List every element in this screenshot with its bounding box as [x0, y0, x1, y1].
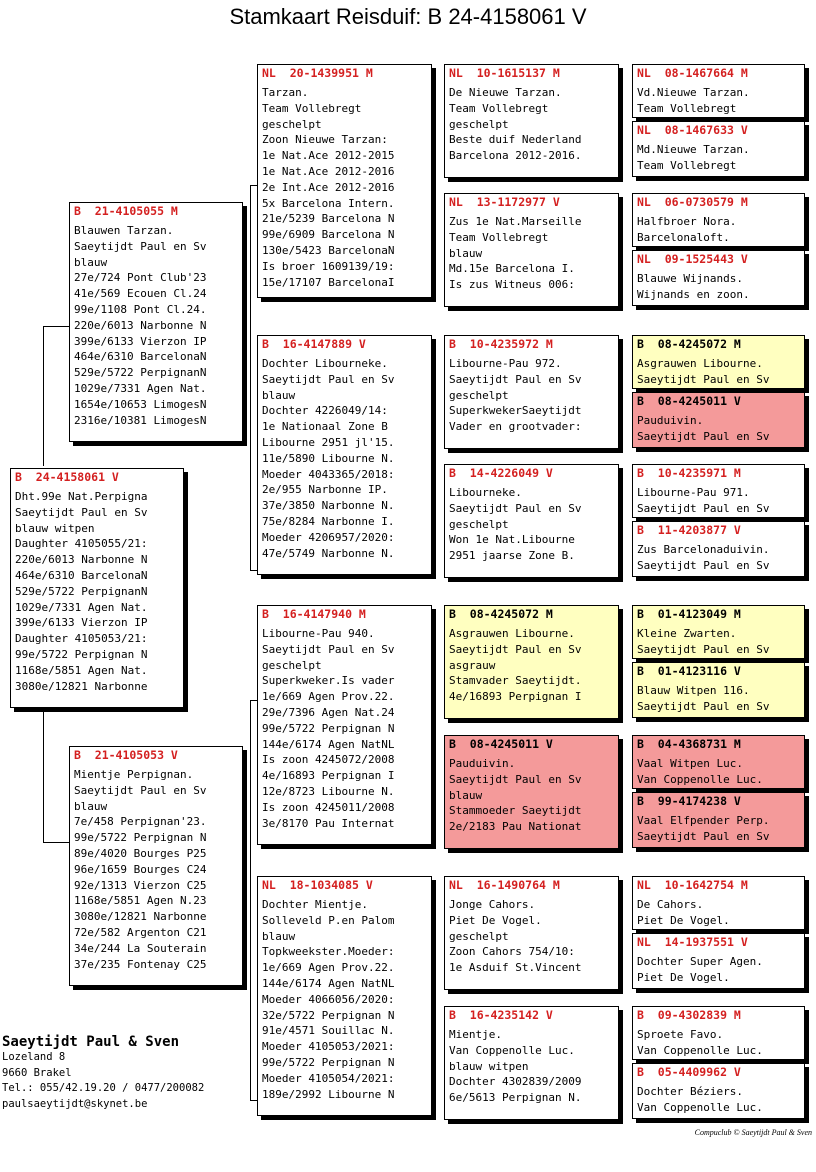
- ring-number: NL 10-1642754 M: [637, 878, 748, 892]
- pedigree-card-gp2: [257, 335, 432, 575]
- pedigree-line: Blauwen Tarzan.: [74, 224, 174, 237]
- pedigree-line: Saeytijdt Paul en Sv: [449, 642, 582, 656]
- pedigree-line: Saeytijdt Paul en Sv: [449, 501, 582, 515]
- pedigree-line: 529e/5722 PerpignanN: [74, 366, 207, 380]
- pedigree-line: 1e/669 Agen Prov.22.: [262, 961, 395, 975]
- pedigree-line: blauw: [74, 255, 108, 269]
- pedigree-line: Vaal Elfpender Perp.: [637, 814, 770, 827]
- pedigree-card-ggp7: [444, 876, 619, 990]
- pedigree-line: SuperkwekerSaeytijdt: [449, 404, 582, 418]
- connector: [250, 570, 257, 571]
- ring-number: NL 09-1525443 V: [637, 252, 748, 266]
- footer-credit: Compuclub © Saeytijdt Paul & Sven: [694, 1128, 812, 1137]
- pedigree-line: Dochter Mientje.: [262, 898, 368, 911]
- ring-number: B 10-4235971 M: [637, 466, 741, 480]
- pedigree-card-g4-7: [632, 464, 805, 518]
- pedigree-line: Saeytijdt Paul en Sv: [74, 783, 207, 797]
- pedigree-line: Van Coppenolle Luc.: [449, 1043, 575, 1057]
- pedigree-line: De Nieuwe Tarzan.: [449, 86, 562, 99]
- pedigree-card-gp3: [257, 605, 432, 845]
- pedigree-line: 2e/955 Narbonne IP.: [262, 483, 388, 497]
- ring-number: B 01-4123049 M: [637, 607, 741, 621]
- pedigree-line: Piet De Vogel.: [637, 970, 730, 984]
- pedigree-line: 72e/582 Argenton C21: [74, 925, 207, 939]
- pedigree-line: 3e/8170 Pau Internat: [262, 816, 395, 830]
- pedigree-line: Topkweekster.Moeder:: [262, 945, 395, 959]
- pedigree-line: 3080e/12821 Narbonne: [15, 679, 148, 693]
- pedigree-line: 75e/8284 Narbonne I.: [262, 514, 395, 528]
- ring-number: NL 20-1439951 M: [262, 66, 373, 80]
- ring-number: NL 16-1490764 M: [449, 878, 560, 892]
- pedigree-line: blauw: [449, 788, 483, 802]
- pedigree-line: geschelpt: [449, 929, 509, 943]
- pedigree-line: Moeder 4066056/2020:: [262, 992, 395, 1006]
- pedigree-line: Saeytijdt Paul en Sv: [262, 372, 395, 386]
- pedigree-line: 5x Barcelona Intern.: [262, 196, 395, 210]
- ring-number: NL 18-1034085 V: [262, 878, 373, 892]
- pedigree-line: geschelpt: [262, 117, 322, 131]
- pedigree-card-ggp4: [444, 464, 619, 578]
- pedigree-card-g4-15: [632, 1006, 805, 1060]
- pedigree-line: blauw: [262, 388, 296, 402]
- pedigree-card-ggp5: [444, 605, 619, 719]
- connector: [43, 712, 44, 842]
- pedigree-line: Daughter 4105053/21:: [15, 632, 148, 646]
- pedigree-line: Is zoon 4245072/2008: [262, 753, 395, 767]
- pedigree-line: Moeder 4206957/2020:: [262, 530, 395, 544]
- ring-number: NL 06-0730579 M: [637, 195, 748, 209]
- pedigree-card-g4-10: [632, 662, 805, 718]
- pedigree-card-mother: [69, 746, 243, 986]
- owner-email-line[interactable]: paulsaeytijdt@skynet.be: [2, 1097, 148, 1110]
- pedigree-line: Asgrauwen Libourne.: [449, 627, 575, 640]
- pedigree-line: blauw: [74, 799, 108, 813]
- pedigree-card-g4-1: [632, 64, 805, 118]
- pedigree-line: 99e/5722 Perpignan N: [262, 721, 395, 735]
- ring-number: B 16-4147940 M: [262, 607, 366, 621]
- pedigree-card-g4-8: [632, 521, 805, 577]
- pedigree-line: Is zus Witneus 006:: [449, 278, 575, 292]
- pedigree-line: Beste duif Nederland: [449, 133, 582, 147]
- pedigree-line: 1e Asduif St.Vincent: [449, 961, 582, 975]
- pedigree-card-g4-14: [632, 933, 805, 989]
- pedigree-line: Saeytijdt Paul en Sv: [449, 772, 582, 786]
- pedigree-line: 1e Nat.Ace 2012-2015: [262, 149, 395, 163]
- pedigree-line: Pauduivin.: [637, 414, 704, 427]
- pedigree-line: 1e Nat.Ace 2012-2016: [262, 164, 395, 178]
- pedigree-line: Zoon Cahors 754/10:: [449, 945, 575, 959]
- pedigree-line: 1e/669 Agen Prov.22.: [262, 690, 395, 704]
- pedigree-line: Zus 1e Nat.Marseille: [449, 215, 582, 228]
- pedigree-card-g4-16: [632, 1063, 805, 1119]
- pedigree-card-g4-6: [632, 392, 805, 448]
- pedigree-line: 2951 jaarse Zone B.: [449, 549, 575, 563]
- pedigree-line: Wijnands en zoon.: [637, 287, 750, 301]
- page-title: Stamkaart Reisduif: B 24-4158061 V: [229, 4, 587, 29]
- pedigree-line: 464e/6310 BarcelonaN: [15, 568, 148, 582]
- pedigree-card-g4-5: [632, 335, 805, 389]
- pedigree-line: 144e/6174 Agen NatNL: [262, 976, 395, 990]
- connector: [250, 700, 257, 701]
- pedigree-line: Libourne 2951 jl'15.: [262, 435, 395, 449]
- pedigree-line: 15e/17107 BarcelonaI: [262, 275, 395, 289]
- pedigree-line: Md.Nieuwe Tarzan.: [637, 143, 750, 156]
- pedigree-line: Libourne-Pau 972.: [449, 357, 562, 370]
- pedigree-line: Piet De Vogel.: [449, 913, 542, 927]
- pedigree-line: Kleine Zwarten.: [637, 627, 737, 640]
- ring-number: B 04-4368731 M: [637, 737, 741, 751]
- pedigree-line: Barcelona 2012-2016.: [449, 149, 582, 163]
- pedigree-line: 34e/244 La Souterain: [74, 941, 207, 955]
- pedigree-line: Mientje.: [449, 1028, 502, 1041]
- pedigree-line: Libourne-Pau 971.: [637, 486, 750, 499]
- connector: [43, 842, 71, 843]
- connector: [43, 326, 71, 327]
- pedigree-card-gp1: [257, 64, 432, 298]
- owner-city-line: 9660 Brakel: [2, 1066, 72, 1079]
- pedigree-line: 1654e/10653 LimogesN: [74, 397, 207, 411]
- ring-number: B 99-4174238 V: [637, 794, 741, 808]
- pedigree-line: Sproete Favo.: [637, 1028, 724, 1041]
- pedigree-line: Van Coppenolle Luc.: [637, 1100, 763, 1114]
- pedigree-line: blauw: [449, 246, 483, 260]
- pedigree-line: Saeytijdt Paul en Sv: [74, 239, 207, 253]
- pedigree-line: 91e/4571 Souillac N.: [262, 1024, 395, 1038]
- connector: [250, 700, 251, 1100]
- pedigree-line: Saeytijdt Paul en Sv: [637, 558, 770, 572]
- ring-number: B 01-4123116 V: [637, 664, 741, 678]
- pedigree-line: blauw: [262, 929, 296, 943]
- pedigree-line: 1029e/7331 Agen Nat.: [74, 381, 207, 395]
- pedigree-line: 37e/235 Fontenay C25: [74, 957, 207, 971]
- pedigree-line: 96e/1659 Bourges C24: [74, 862, 207, 876]
- pedigree-line: 99e/5722 Perpignan N: [74, 831, 207, 845]
- pedigree-line: 4e/16893 Perpignan I: [449, 690, 582, 704]
- ring-number: B 08-4245072 M: [449, 607, 553, 621]
- pedigree-card-g4-9: [632, 605, 805, 659]
- pedigree-line: Stamvader Saeytijdt.: [449, 674, 582, 688]
- pedigree-line: Team Vollebregt: [637, 101, 737, 115]
- pedigree-line: 99e/6909 Barcelona N: [262, 228, 395, 242]
- pedigree-line: Pauduivin.: [449, 757, 516, 770]
- pedigree-line: Dochter 4226049/14:: [262, 404, 388, 418]
- ring-number: NL 14-1937551 V: [637, 935, 748, 949]
- pedigree-card-ggp6: [444, 735, 619, 849]
- pedigree-line: Saeytijdt Paul en Sv: [637, 642, 770, 656]
- pedigree-line: Daughter 4105055/21:: [15, 537, 148, 551]
- ring-number: B 21-4105055 M: [74, 204, 178, 218]
- pedigree-line: Libourne-Pau 940.: [262, 627, 375, 640]
- pedigree-line: 6e/5613 Perpignan N.: [449, 1091, 582, 1105]
- pedigree-line: 220e/6013 Narbonne N: [15, 553, 148, 567]
- pedigree-line: Saeytijdt Paul en Sv: [637, 372, 770, 386]
- pedigree-line: 1029e/7331 Agen Nat.: [15, 600, 148, 614]
- ring-number: B 05-4409962 V: [637, 1065, 741, 1079]
- pedigree-line: Moeder 4105053/2021:: [262, 1040, 395, 1054]
- pedigree-line: geschelpt: [449, 388, 509, 402]
- pedigree-line: 144e/6174 Agen NatNL: [262, 737, 395, 751]
- ring-number: B 16-4235142 V: [449, 1008, 553, 1022]
- pedigree-line: Asgrauwen Libourne.: [637, 357, 763, 370]
- pedigree-line: Saeytijdt Paul en Sv: [637, 501, 770, 515]
- pedigree-card-ggp3: [444, 335, 619, 449]
- pedigree-line: 529e/5722 PerpignanN: [15, 584, 148, 598]
- pedigree-line: 464e/6310 BarcelonaN: [74, 350, 207, 364]
- pedigree-line: 29e/7396 Agen Nat.24: [262, 705, 395, 719]
- pedigree-line: 2e/2183 Pau Nationat: [449, 820, 582, 834]
- ring-number: B 11-4203877 V: [637, 523, 741, 537]
- pedigree-card-ggp8: [444, 1006, 619, 1120]
- pedigree-line: Saeytijdt Paul en Sv: [449, 372, 582, 386]
- pedigree-card-g4-11: [632, 735, 805, 789]
- ring-number: NL 08-1467664 M: [637, 66, 748, 80]
- pedigree-line: 92e/1313 Vierzon C25: [74, 878, 207, 892]
- pedigree-line: Vader en grootvader:: [449, 420, 582, 434]
- pedigree-line: Md.15e Barcelona I.: [449, 262, 575, 276]
- pedigree-line: Dochter Libourneke.: [262, 357, 388, 370]
- pedigree-line: Dochter 4302839/2009: [449, 1075, 582, 1089]
- pedigree-card-g4-4: [632, 250, 805, 306]
- pedigree-line: Moeder 4043365/2018:: [262, 467, 395, 481]
- ring-number: NL 13-1172977 V: [449, 195, 560, 209]
- pedigree-line: 399e/6133 Vierzon IP: [74, 334, 207, 348]
- pedigree-line: 47e/5749 Narbonne N.: [262, 546, 395, 560]
- ring-number: B 08-4245072 M: [637, 337, 741, 351]
- pedigree-line: Vaal Witpen Luc.: [637, 757, 743, 770]
- pedigree-line: Zoon Nieuwe Tarzan:: [262, 133, 388, 147]
- pedigree-card-subject: [10, 468, 184, 708]
- pedigree-line: 99e/5722 Perpignan N: [262, 1055, 395, 1069]
- pedigree-card-ggp1: [444, 64, 619, 178]
- pedigree-line: Is broer 1609139/19:: [262, 259, 395, 273]
- owner-name: Saeytijdt Paul & Sven: [2, 1034, 180, 1050]
- connector: [250, 185, 257, 186]
- pedigree-card-ggp2: [444, 193, 619, 307]
- pedigree-line: Dht.99e Nat.Perpigna: [15, 490, 148, 503]
- connector: [250, 1100, 257, 1101]
- pedigree-line: Libourneke.: [449, 486, 522, 499]
- ring-number: B 21-4105053 V: [74, 748, 178, 762]
- pedigree-line: Saeytijdt Paul en Sv: [637, 699, 770, 713]
- pedigree-line: Dochter Super Agen.: [637, 955, 763, 968]
- pedigree-line: 7e/458 Perpignan'23.: [74, 815, 207, 829]
- pedigree-line: Team Vollebregt: [637, 158, 737, 172]
- pedigree-line: blauw witpen: [15, 521, 95, 535]
- pedigree-line: 220e/6013 Narbonne N: [74, 318, 207, 332]
- pedigree-line: Is zoon 4245011/2008: [262, 800, 395, 814]
- pedigree-line: 89e/4020 Bourges P25: [74, 846, 207, 860]
- pedigree-line: Van Coppenolle Luc.: [637, 1043, 763, 1057]
- ring-number: NL 08-1467633 V: [637, 123, 748, 137]
- pedigree-line: Stammoeder Saeytijdt: [449, 804, 582, 818]
- pedigree-line: 99e/1108 Pont Cl.24.: [74, 302, 207, 316]
- pedigree-card-g4-12: [632, 792, 805, 848]
- pedigree-line: Zus Barcelonaduivin.: [637, 543, 770, 556]
- pedigree-line: 99e/5722 Perpignan N: [15, 647, 148, 661]
- ring-number: B 08-4245011 V: [449, 737, 553, 751]
- pedigree-line: 12e/8723 Libourne N.: [262, 784, 395, 798]
- pedigree-line: Blauw Witpen 116.: [637, 684, 750, 697]
- ring-number: B 14-4226049 V: [449, 466, 553, 480]
- pedigree-line: geschelpt: [262, 658, 322, 672]
- pedigree-line: 130e/5423 BarcelonaN: [262, 243, 395, 257]
- pedigree-line: De Cahors.: [637, 898, 704, 911]
- owner-block: [2, 1034, 204, 1112]
- pedigree-line: asgrauw: [449, 658, 496, 672]
- pedigree-card-father: [69, 202, 243, 442]
- pedigree-card-gp4: [257, 876, 432, 1116]
- pedigree-line: 32e/5722 Perpignan N: [262, 1008, 395, 1022]
- pedigree-line: blauw witpen: [449, 1059, 529, 1073]
- pedigree-line: geschelpt: [449, 517, 509, 531]
- ring-number: B 16-4147889 V: [262, 337, 366, 351]
- pedigree-line: 3080e/12821 Narbonne: [74, 910, 207, 924]
- pedigree-line: 11e/5890 Libourne N.: [262, 451, 395, 465]
- pedigree-line: Vd.Nieuwe Tarzan.: [637, 86, 750, 99]
- ring-number: B 09-4302839 M: [637, 1008, 741, 1022]
- pedigree-line: Piet De Vogel.: [637, 913, 730, 927]
- pedigree-line: 189e/2992 Libourne N: [262, 1087, 395, 1101]
- pedigree-line: Team Vollebregt: [449, 230, 549, 244]
- pedigree-line: Moeder 4105054/2021:: [262, 1071, 395, 1085]
- pedigree-line: 1168e/5851 Agen N.23: [74, 894, 207, 908]
- ring-number: B 24-4158061 V: [15, 470, 119, 484]
- connector: [43, 326, 44, 466]
- pedigree-line: 41e/569 Ecouen Cl.24: [74, 287, 207, 301]
- pedigree-line: Jonge Cahors.: [449, 898, 536, 911]
- pedigree-line: 1168e/5851 Agen Nat.: [15, 663, 148, 677]
- pedigree-line: 2316e/10381 LimogesN: [74, 413, 207, 427]
- pedigree-card-g4-3: [632, 193, 805, 247]
- connector: [250, 185, 251, 570]
- owner-address-line: Lozeland 8: [2, 1051, 66, 1063]
- pedigree-line: 27e/724 Pont Club'23: [74, 271, 207, 285]
- pedigree-line: Team Vollebregt: [262, 101, 362, 115]
- pedigree-line: 21e/5239 Barcelona N: [262, 212, 395, 226]
- pedigree-line: 2e Int.Ace 2012-2016: [262, 180, 395, 194]
- pedigree-line: Saeytijdt Paul en Sv: [637, 429, 770, 443]
- pedigree-line: Barcelonaloft.: [637, 230, 730, 244]
- pedigree-line: Won 1e Nat.Libourne: [449, 533, 575, 547]
- pedigree-line: Team Vollebregt: [449, 101, 549, 115]
- pedigree-line: Solleveld P.en Palom: [262, 913, 395, 927]
- owner-phone-line: Tel.: 055/42.19.20 / 0477/200082: [2, 1082, 205, 1094]
- pedigree-line: Saeytijdt Paul en Sv: [262, 642, 395, 656]
- pedigree-line: geschelpt: [449, 117, 509, 131]
- pedigree-line: Halfbroer Nora.: [637, 215, 737, 228]
- pedigree-card-g4-2: [632, 121, 805, 177]
- pedigree-line: Van Coppenolle Luc.: [637, 772, 763, 786]
- pedigree-line: 4e/16893 Perpignan I: [262, 769, 395, 783]
- pedigree-card-g4-13: [632, 876, 805, 930]
- ring-number: B 08-4245011 V: [637, 394, 741, 408]
- pedigree-line: 37e/3850 Narbonne N.: [262, 499, 395, 513]
- pedigree-line: Superkweker.Is vader: [262, 674, 395, 688]
- pedigree-line: Tarzan.: [262, 86, 309, 99]
- ring-number: NL 10-1615137 M: [449, 66, 560, 80]
- pedigree-line: Mientje Perpignan.: [74, 768, 194, 781]
- pedigree-line: Saeytijdt Paul en Sv: [637, 829, 770, 843]
- pedigree-line: Saeytijdt Paul en Sv: [15, 505, 148, 519]
- pedigree-line: 1e Nationaal Zone B: [262, 420, 388, 434]
- ring-number: B 10-4235972 M: [449, 337, 553, 351]
- pedigree-line: Blauwe Wijnands.: [637, 272, 743, 285]
- pedigree-line: 399e/6133 Vierzon IP: [15, 616, 148, 630]
- pedigree-line: Dochter Béziers.: [637, 1085, 743, 1098]
